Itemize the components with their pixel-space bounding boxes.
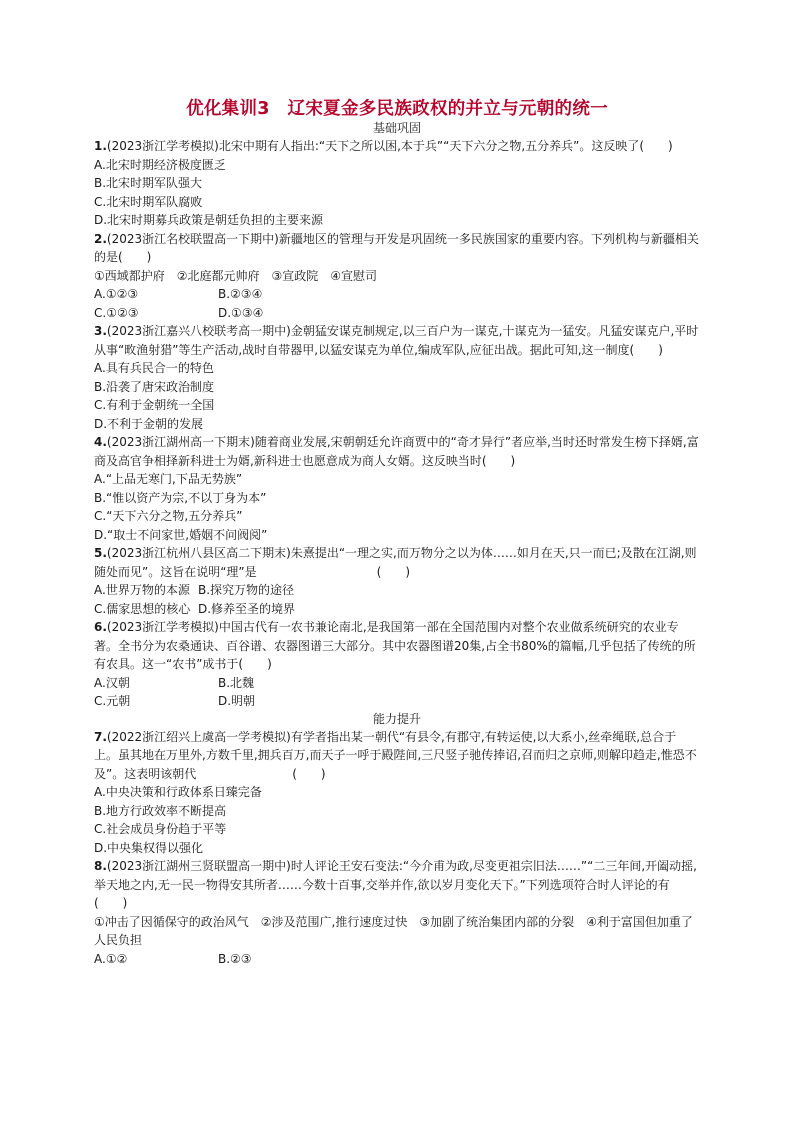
option-a: A.“上品无寒门,下品无势族” <box>94 472 243 486</box>
question-8 <box>94 857 700 968</box>
question-number: 7. <box>94 729 107 744</box>
option-a: A.具有兵民合一的特色 <box>94 361 214 375</box>
question-stem: (2023浙江嘉兴八校联考高一期中)金朝猛安谋克制规定,以三百户为一谋克,十谋克为一猛安。凡猛安谋克户,平时从事“畋渔射猎”等生产活动,战时自带器甲,以猛安谋克为单位,编成军队,应征出战。据此可知,这一制度( ) <box>94 324 699 357</box>
option-d: D.①③④ <box>218 305 264 320</box>
option-c: C.北宋时期军队腐败 <box>94 194 203 209</box>
option-d: D.明朝 <box>218 694 256 708</box>
option-c: C.儒家思想的核心 <box>94 601 191 616</box>
question-number: 5. <box>94 546 107 560</box>
option-b: B.②③④ <box>218 287 263 301</box>
option-d: D.北宋时期募兵政策是朝廷负担的主要来源 <box>94 213 324 227</box>
option-b: B.北宋时期军队强大 <box>94 176 203 190</box>
question-5 <box>94 544 700 618</box>
option-d: D.中央集权得以强化 <box>94 840 204 855</box>
question-number: 6. <box>94 620 107 634</box>
question-stem: (2023浙江学考模拟)北宋中期有人指出:“天下之所以困,本于兵”“天下六分之物,五分养兵”。这反映了( ) <box>106 139 673 153</box>
option-c: C.元朝 <box>94 694 131 708</box>
option-b: B.地方行政效率不断提高 <box>94 803 227 818</box>
question-number: 3. <box>94 324 107 338</box>
question-stem: (2023浙江学考模拟)中国古代有一农书兼论南北,是我国第一部在全国范围内对整个农业做系统研究的农业专著。全书分为农桑通诀、百谷谱、农器图谱三大部分。其中农器图谱20集,占全书80%的篇幅,几乎包括了传统的所有农具。这一“农书”成书于( ) <box>94 620 696 671</box>
option-b: B.沿袭了唐宋政治制度 <box>94 379 215 394</box>
section-heading-advanced: 能力提升 <box>372 711 421 726</box>
option-c: C.社会成员身份趋于平等 <box>94 822 227 836</box>
question-stem: (2023浙江名校联盟高一下期中)新疆地区的管理与开发是巩固统一多民族国家的重要内容。下列机构与新疆相关的是( ) <box>94 231 699 264</box>
option-a: A.世界万物的本源 <box>94 583 190 597</box>
option-a: A.汉朝 <box>94 675 130 690</box>
question-stem: (2022浙江绍兴上虞高一学考模拟)有学者指出某一朝代“有县令,有郡守,有转运使,以大系小,丝牵绳联,总合于上。虽其地在万里外,方数千里,拥兵百万,而天子一呼于殿陛间,三尺竖子驰传捧诏,召而归之京师,则解印趋走,惟恐不及”。这表明该朝代 ( ) <box>94 729 697 781</box>
option-c: C.“天下六分之物,五分养兵” <box>94 509 243 523</box>
worksheet-page <box>94 98 700 968</box>
option-b: B.“惟以资产为宗,不以丁身为本” <box>94 490 267 505</box>
question-stem: (2023浙江湖州高一下期末)随着商业发展,宋朝朝廷允许商贾中的“奇才异行”者应举,当时还时常发生榜下择婿,富商及高官争相择新科进士为婿,新科进士也愿意成为商人女婿。这反映当时( ) <box>94 435 699 468</box>
question-stem: (2023浙江湖州三贤联盟高一期中)时人评论王安石变法:“今介甫为政,尽变更祖宗旧法……”“二三年间,开阖动摇,举天地之内,无一民一物得安其所者……今数十百事,交举并作,欲以岁月变化天下。”下列选项符合时人评论的有( ) <box>94 859 697 910</box>
section-heading-basic: 基础巩固 <box>372 121 421 135</box>
option-c: C.①②③ <box>94 305 139 320</box>
option-a: A.北宋时期经济极度匮乏 <box>94 157 226 172</box>
question-number: 8. <box>94 859 107 873</box>
question-7 <box>94 728 700 858</box>
question-number: 2. <box>94 231 107 246</box>
question-3 <box>94 322 700 433</box>
question-items: ①冲击了因循保守的政治风气 ②涉及范围广,推行速度过快 ③加剧了统治集团内部的分裂 ④利于富国但加重了人民负担 <box>94 914 693 947</box>
option-b: B.探究万物的途径 <box>198 583 295 597</box>
question-stem: (2023浙江杭州八县区高二下期末)朱熹提出“一理之实,而万物分之以为体……如月在天,只一而已;及散在江湖,则随处而见”。这旨在说明“理”是 ( ) <box>94 546 697 579</box>
option-d: D.修养至圣的境界 <box>198 601 296 616</box>
option-a: A.①②③ <box>94 287 139 301</box>
option-a: A.①② <box>94 951 128 966</box>
option-b: B.②③ <box>218 951 252 966</box>
option-c: C.有利于金朝统一全国 <box>94 398 215 412</box>
option-d: D.“取士不问家世,婚姻不问阀阅” <box>94 527 268 542</box>
question-1 <box>94 137 700 230</box>
option-d: D.不利于金朝的发展 <box>94 416 204 431</box>
page-title: 优化集训3 辽宋夏金多民族政权的并立与元朝的统一 <box>186 99 608 119</box>
question-number: 1. <box>94 139 107 153</box>
question-2 <box>94 230 700 323</box>
option-b: B.北魏 <box>218 675 255 690</box>
question-4 <box>94 433 700 544</box>
question-number: 4. <box>94 435 107 449</box>
question-items: ①西域都护府 ②北庭都元帅府 ③宣政院 ④宣慰司 <box>94 268 378 283</box>
question-6 <box>94 618 700 711</box>
option-a: A.中央决策和行政体系日臻完备 <box>94 785 262 799</box>
